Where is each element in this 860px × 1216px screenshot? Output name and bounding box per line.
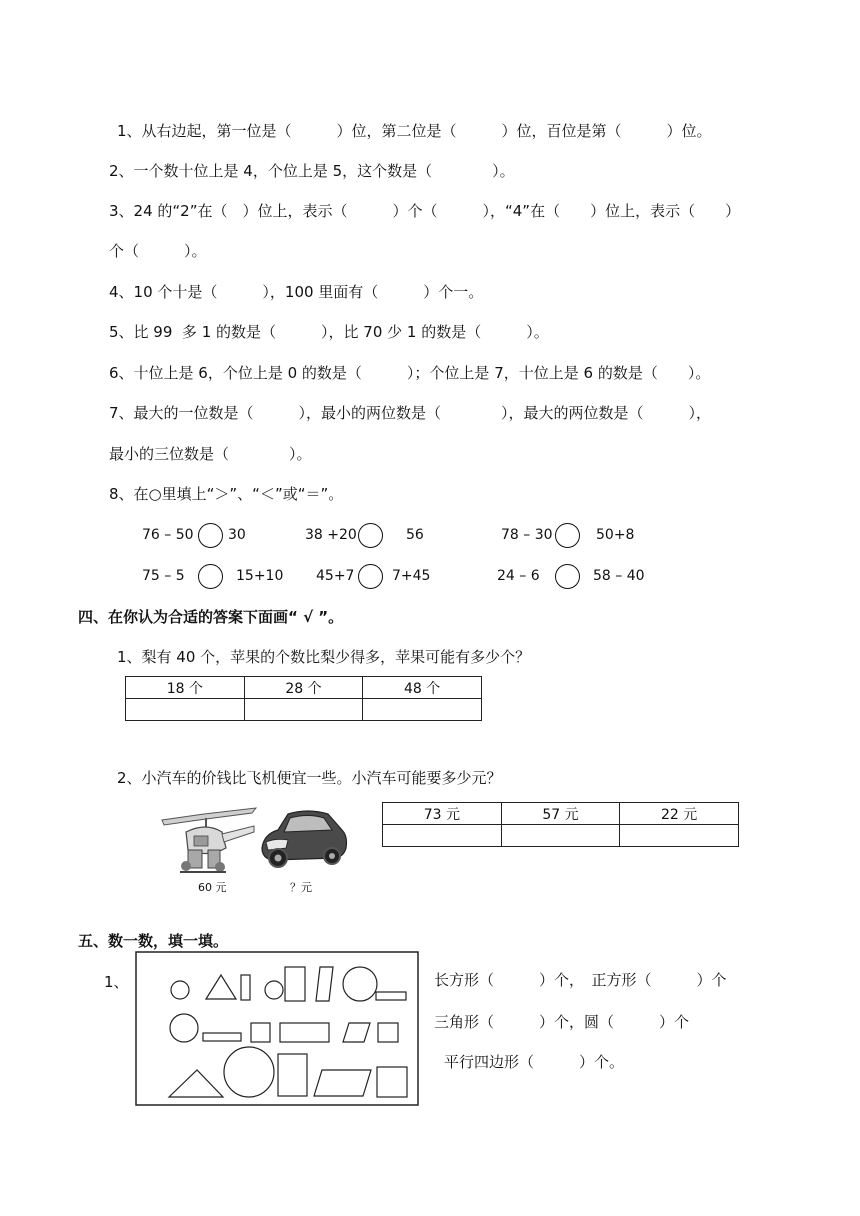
question-6: 6、十位上是 6，个位上是 0 的数是（ ）；个位上是 7，十位上是 6 的数是（ ）。 [109, 364, 711, 382]
answer-cell[interactable] [126, 699, 245, 721]
question-8: 8、在○里填上“＞”、“＜”或“＝”。 [109, 485, 344, 503]
plane-price: 60 元 [198, 881, 227, 894]
question-3-line1: 3、24 的“2”在（ ）位上，表示（ ）个（ ），“4”在（ ）位上，表示（ ） [109, 202, 741, 220]
answer-cell[interactable] [501, 825, 620, 847]
helicopter-icon [160, 806, 258, 876]
section-4-heading: 四、在你认为合适的答案下面画“ √ ”。 [78, 608, 344, 626]
compare-left: 76 – 50 [142, 527, 194, 543]
car-icon [258, 808, 350, 870]
answer-cell[interactable] [620, 825, 739, 847]
compare-left: 24 – 6 [497, 568, 540, 584]
question-1: 1、从右边起，第一位是（ ）位，第二位是（ ）位，百位是第（ ）位。 [117, 122, 712, 140]
compare-circle[interactable] [555, 523, 580, 548]
section-5-heading: 五、数一数，填一填。 [78, 932, 229, 950]
section-5-question-number: 1、 [104, 973, 129, 991]
question-4: 4、10 个十是（ ），100 里面有（ ）个一。 [109, 283, 484, 301]
compare-left: 75 – 5 [142, 568, 185, 584]
compare-right: 56 [406, 527, 424, 543]
compare-right: 30 [228, 527, 246, 543]
compare-right: 58 – 40 [593, 568, 645, 584]
question-5: 5、比 99 多 1 的数是（ ），比 70 少 1 的数是（ ）。 [109, 323, 549, 341]
compare-left: 78 – 30 [501, 527, 553, 543]
answer-cell[interactable] [244, 699, 363, 721]
section-4-question-2: 2、小汽车的价钱比飞机便宜一些。小汽车可能要多少元？ [117, 769, 502, 787]
compare-circle[interactable] [358, 523, 383, 548]
car-price: ？元 [290, 881, 312, 894]
section-4-question-1: 1、梨有 40 个，苹果的个数比梨少得多，苹果可能有多少个？ [117, 648, 531, 666]
option-label: 73 元 [383, 803, 502, 825]
compare-circle[interactable] [198, 523, 223, 548]
compare-right: 15+10 [236, 568, 284, 584]
option-label: 57 元 [501, 803, 620, 825]
option-label: 28 个 [244, 677, 363, 699]
answer-cell[interactable] [363, 699, 482, 721]
answer-cell[interactable] [383, 825, 502, 847]
compare-left: 45+7 [316, 568, 355, 584]
question-7-line2: 最小的三位数是（ ）。 [109, 445, 312, 463]
shapes-figure [135, 951, 419, 1106]
answer-table-1 [125, 676, 482, 721]
option-label: 18 个 [126, 677, 245, 699]
compare-right: 50+8 [596, 527, 635, 543]
compare-left: 38 +20 [305, 527, 357, 543]
option-label: 22 元 [620, 803, 739, 825]
section-5-line-2: 三角形（ ）个，圆（ ）个 [434, 1013, 690, 1031]
question-7-line1: 7、最大的一位数是（ ），最小的两位数是（ ），最大的两位数是（ ）， [109, 404, 712, 422]
section-5-line-1: 长方形（ ）个， 正方形（ ）个 [434, 971, 727, 989]
compare-circle[interactable] [555, 564, 580, 589]
question-2: 2、一个数十位上是 4，个位上是 5，这个数是（ ）。 [109, 162, 515, 180]
compare-circle[interactable] [198, 564, 223, 589]
compare-right: 7+45 [392, 568, 431, 584]
compare-circle[interactable] [358, 564, 383, 589]
answer-table-2 [382, 802, 739, 847]
question-3-line2: 个（ ）。 [109, 242, 207, 260]
section-5-line-3: 平行四边形（ ）个。 [444, 1053, 625, 1071]
option-label: 48 个 [363, 677, 482, 699]
